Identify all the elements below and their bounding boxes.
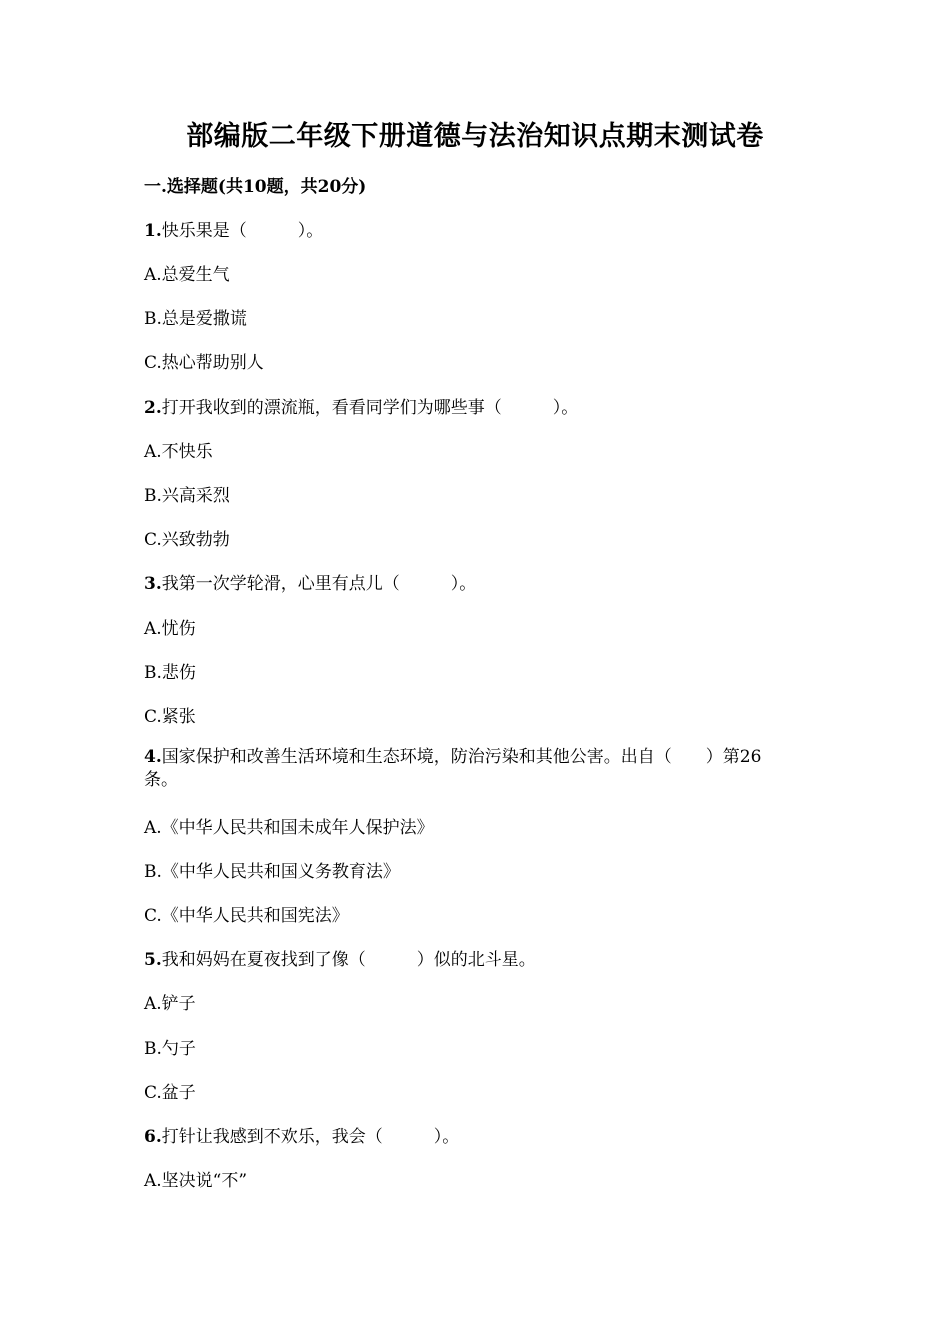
question-number: 6. <box>144 1127 162 1147</box>
option-item: A.铲子 <box>144 994 196 1014</box>
section-heading: 一.选择题(共10题，共20分) <box>144 177 367 197</box>
option-item: A.《中华人民共和国未成年人保护法》 <box>144 818 434 838</box>
option-item: C.兴致勃勃 <box>144 530 230 550</box>
option-item: B.兴高采烈 <box>144 486 230 506</box>
question-stem <box>144 945 536 970</box>
question-stem <box>144 569 476 594</box>
question-stem <box>144 1122 459 1147</box>
option-item: A.忧伤 <box>144 619 196 639</box>
option-item: B.总是爱撒谎 <box>144 309 247 329</box>
question-text: 我和妈妈在夏夜找到了像（ ）似的北斗星。 <box>161 950 536 970</box>
option-item: B.《中华人民共和国义务教育法》 <box>144 862 400 882</box>
question-number: 4. <box>144 747 162 767</box>
question-number: 1. <box>144 221 162 241</box>
option-item: C.《中华人民共和国宪法》 <box>144 906 349 926</box>
option-item: A.不快乐 <box>144 442 213 462</box>
question-number: 2. <box>144 398 162 418</box>
page-title: 部编版二年级下册道德与法治知识点期末测试卷 <box>186 121 764 152</box>
option-item: C.热心帮助别人 <box>144 353 264 373</box>
question-text: 国家保护和改善生活环境和生态环境，防治污染和其他公害。出自（ ）第26条。 <box>144 747 762 790</box>
question-stem <box>144 746 764 792</box>
option-item: C.盆子 <box>144 1083 196 1103</box>
question-number: 5. <box>144 950 162 970</box>
option-item: A.总爱生气 <box>144 265 230 285</box>
question-text: 快乐果是（ ）。 <box>161 221 324 241</box>
question-text: 打开我收到的漂流瓶，看看同学们为哪些事（ ）。 <box>161 398 579 418</box>
question-stem <box>144 393 578 418</box>
option-item: C.紧张 <box>144 707 196 727</box>
option-item: A.坚决说“不” <box>144 1171 248 1191</box>
option-item: B.悲伤 <box>144 663 196 683</box>
question-text: 打针让我感到不欢乐，我会（ ）。 <box>161 1127 460 1147</box>
question-number: 3. <box>144 574 162 594</box>
question-stem <box>144 216 323 241</box>
option-item: B.勺子 <box>144 1039 196 1059</box>
question-text: 我第一次学轮滑，心里有点儿（ ）。 <box>161 574 477 594</box>
